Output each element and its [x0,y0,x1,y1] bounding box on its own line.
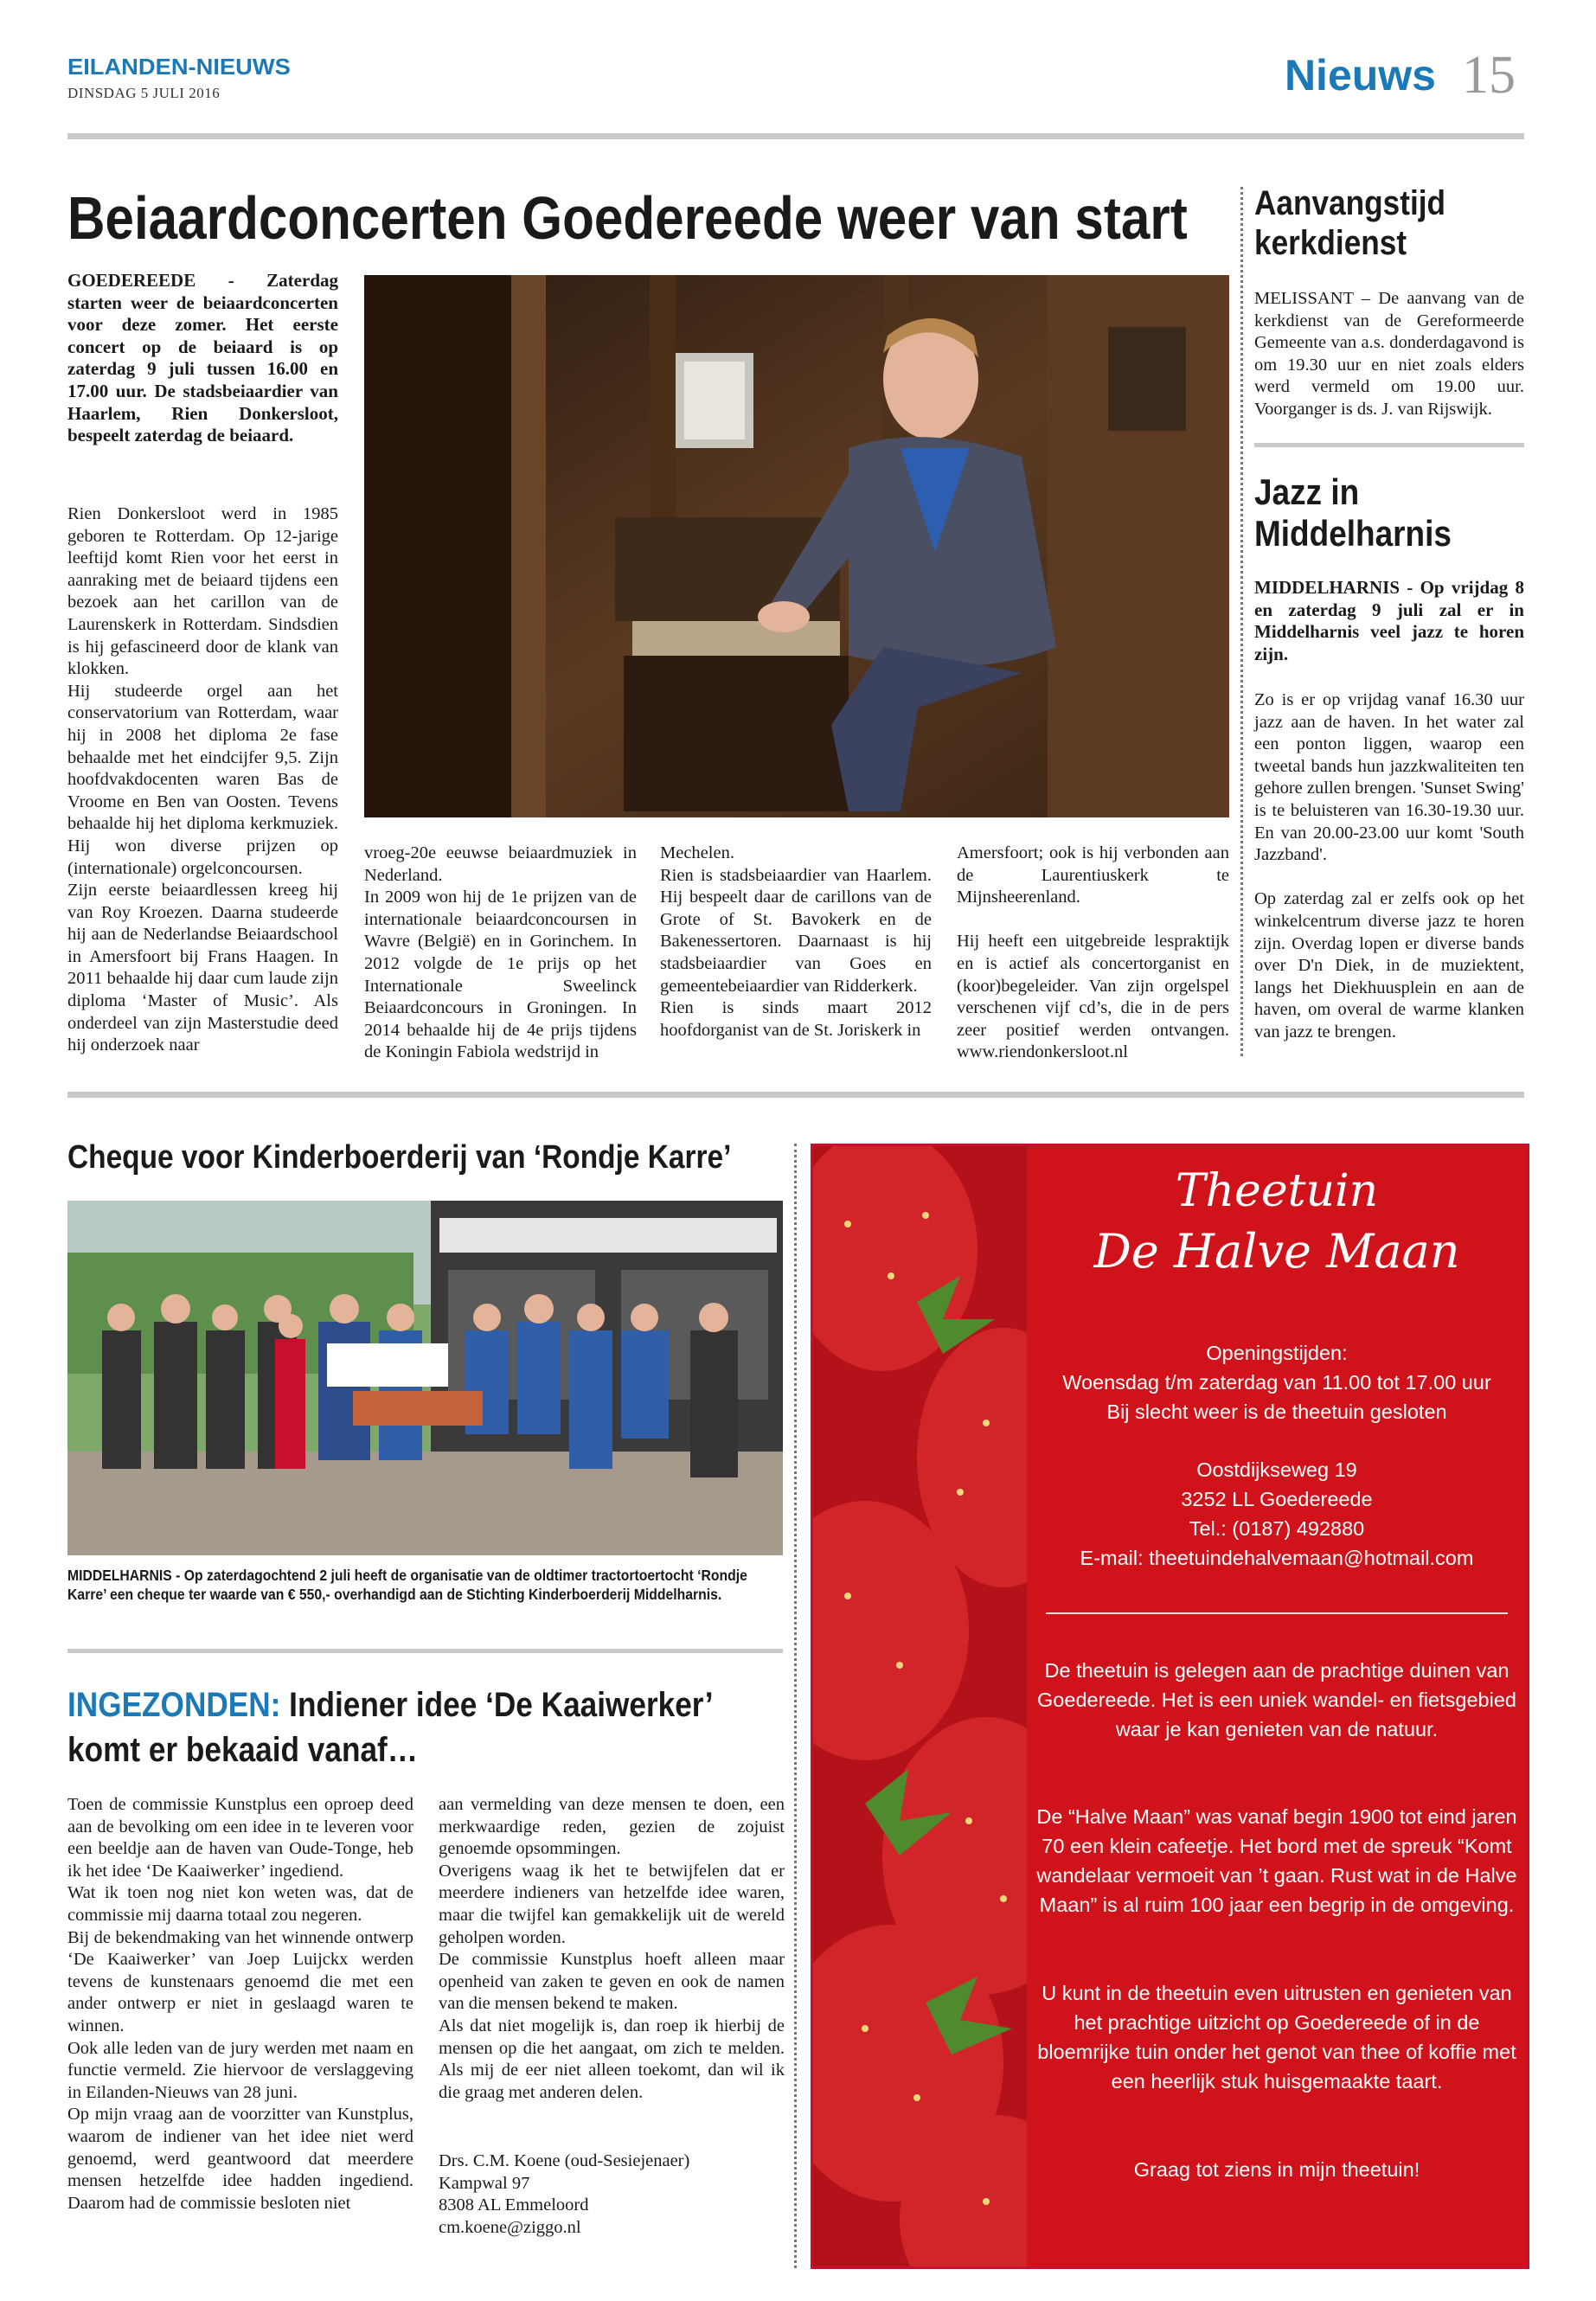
ad-title-line2: De Halve Maan [1093,1224,1460,1279]
article-column-3: Mechelen. Rien is stadsbeiaardier van Haarlem. Hij bespeelt daar de carillons van de Grote of St. Bavokerk en de Bakenessertoren. Daarnaast is hij stadsbeiaardier van Goes en gemeentebeiaardier van Ridderkerk. Rien is sinds maart 2012 hoofdorganist van de St. Joriskerk in [660,843,932,1040]
sidebar-rule [1254,443,1524,447]
sidebar-text-kerkdienst: MELISSANT – De aanvang van de kerkdienst van de Gereformeerde Gemeente van a.s. donderdagavond is om 19.30 uur en niet zoals elders werd vermeld om 19.00 uur. Voorganger is ds. J. van Rijswijk. [1254,289,1524,419]
sidebar-headline-kerkdienst: Aanvangstijd kerkdienst [1254,184,1446,262]
article-column-1: Rien Donkersloot werd in 1985 geboren te Rotterdam. Op 12-jarige leeftijd komt Rien voor het eerst in aanraking met de beiaard tijdens een bezoek aan het carillon van de Laurenskerk in Rotterdam. Sindsdien is hij gefascineerd door de klank van klokken. Hij studeerde orgel aan het conservatorium van Rotterdam, waar hij in 2008 het diploma 2e fase behaalde met het eindcijfer 9,5. Zijn hoofdvakdocenten waren Bas de Vroome en Ben van Oosten. Tevens behaalde hij het diploma kerkmuziek. Hij won diverse prijzen op (internationale) orgelconcoursen. Zijn eerste beiaardlessen kreeg hij van Roy Kroezen. Daarna studeerde hij aan de Nederlandse Beiaardschool in Amersfoort bij Frans Haagen. In 2011 behaalde hij daar cum laude zijn diploma ‘Master of Music’. Als onderdeel van zijn Masterstudie deed hij onderzoek naar [67,504,338,1055]
ad-paragraph-1: De theetuin is gelegen aan de prachtige duinen van Goedereede. Het is een uniek wandel- en fietsgebied waar je kan genieten van de natuur. [1037,1659,1516,1740]
page-number: 15 [1462,46,1516,105]
section-rule [67,1092,1524,1098]
section-title: Nieuws [1284,51,1436,99]
newspaper-logo: EILANDEN-NIEUWS [67,54,291,80]
opinion-kicker: INGEZONDEN: [67,1686,281,1724]
ad-closing: Graag tot ziens in mijn theetuin! [1133,2158,1420,2181]
article-headline: Beiaardconcerten Goedereede weer van start [67,184,1188,252]
sidebar-headline-jazz: Jazz in Middelharnis [1254,471,1452,554]
strawberries-photo [813,1146,1027,2266]
opinion-rule [67,1649,783,1653]
ad-divider-line [1046,1612,1508,1614]
cheque-photo [67,1201,783,1555]
ad-paragraph-3: U kunt in de theetuin even uitrusten en genieten van het prachtige uitzicht op Goedereede of in de bloemrijke tuin onder het genot van thee of koffie met een heerlijk stuk huisgemaakte taart. [1037,1982,1516,2093]
sidebar-lead-jazz: MIDDELHARNIS - Op vrijdag 8 en zaterdag 9 juli zal er in Middelharnis veel jazz te horen zijn. [1254,577,1524,664]
opinion-headline-part: Indiener idee ‘De Kaaiwerker’ [280,1686,714,1724]
ad-divider [794,1144,797,2268]
ad-opening-hours: Openingstijden: Woensdag t/m zaterdag van 11.00 tot 17.00 uur Bij slecht weer is de theetuin gesloten [1062,1342,1491,1423]
opinion-column-2: aan vermelding van deze mensen te doen, een merkwaardige reden, gezien de zojuist genoemde opsommingen. Overigens waag ik het te betwijfelen dat er meerdere indieners van hetzelfde idee waren, maar die twijfel kan gemakkelijk uit de wereld geholpen worden. De commissie Kunstplus hoeft alleen maar openheid van zaken te geven en ook de namen van die mensen bekend te maken. Als dat niet mogelijk is, dan roep ik hierbij de mensen op die het aangaat, om zich te melden. Als mij de eer niet alleen toekomt, dan wil ik die graag met anderen delen. [439,1795,785,2102]
column-divider [1240,187,1243,1056]
cheque-headline: Cheque voor Kinderboerderij van ‘Rondje Karre’ [67,1139,732,1176]
opinion-headline [67,1685,798,1725]
ad-address: Oostdijkseweg 19 3252 LL Goedereede Tel.: (0187) 492880 E-mail: theetuindehalvemaan@hotmail.com [1080,1458,1474,1569]
ad-paragraph-2: De “Halve Maan” was vanaf begin 1900 tot eind jaren 70 een klein cafeetje. Het bord met de spreuk “Komt wandelaar vermoeit van ’t gaan. Rust wat in de Halve Maan” is al ruim 100 jaar een begrip in de omgeving. [1036,1805,1517,1916]
theetuin-advertisement [811,1144,1529,2269]
ad-text-panel [1027,1146,1527,2266]
carillonneur-photo [364,275,1229,817]
article-lead: GOEDEREEDE - Zaterdag starten weer de beiaardconcerten voor deze zomer. Het eerste concert op de beiaard is op zaterdag 9 juli tussen 16.00 en 17.00 uur. De stadsbeiaardier van Haarlem, Rien Donkersloot, bespeelt zaterdag de beiaard. [67,270,338,446]
opinion-signature: Drs. C.M. Koene (oud-Sesiejenaer) Kampwal 97 8308 AL Emmeloord cm.koene@ziggo.nl [439,2151,690,2237]
issue-date: DINSDAG 5 JULI 2016 [67,85,221,101]
opinion-headline-line2: komt er bekaaid vanaf… [67,1731,418,1769]
ad-title-line1: Theetuin [1175,1165,1379,1217]
article-column-2: vroeg-20e eeuwse beiaardmuziek in Nederland. In 2009 won hij de 1e prijzen van de internationale beiaardconcoursen in Wavre (België) en in Gorinchem. In 2012 volgde de 1e prijs op het Internationale Sweelinck Beiaardconcours in Groningen. In 2014 behaalde hij de 4e prijs tijdens de Koningin Fabiola wedstrijd in [364,843,637,1062]
opinion-column-1: Toen de commissie Kunstplus een oproep deed aan de bevolking om een idee in te leveren voor een beeldje aan de haven van Oude-Tonge, heb ik het idee ‘De Kaaiwerker’ ingediend. Wat ik toen nog niet kon weten was, dat de commissie mij daarna totaal zou negeren. Bij de bekendmaking van het winnende ontwerp ‘De Kaaiwerker’ van Joep Luijckx werden tevens de kunstenaars genoemd die met een ander ontwerp er niet in geslaagd waren te winnen. Ook alle leden van de jury werden met naam en functie vermeld. Zie hiervoor de verslaggeving in Eilanden-Nieuws van 28 juni. Op mijn vraag aan de voorzitter van Kunstplus, waarom de indiener van het idee niet werd genoemd, werd geantwoord dat meerdere mensen hetzelfde idee hadden ingediend. Daarom had de commissie besloten niet [67,1795,413,2213]
sidebar-text-jazz: Zo is er op vrijdag vanaf 16.30 uur jazz aan de haven. In het water zal een ponton liggen, waarop een tweetal bands hun jazzkwaliteiten ten gehore zullen brengen. 'Sunset Swing' is te beluisteren van 16.30-19.30 uur. En van 20.00-23.00 uur komt 'South Jazzband'. Op zaterdag zal er zelfs ook op het winkelcentrum diverse jazz te horen zijn. Overdag lopen er diverse bands over D'n Diek, in de muziektent, langs het Diekhuusplein en aan de haven, om overal de warme klanken van jazz te brengen. [1254,690,1524,1042]
cheque-photo-caption: MIDDELHARNIS - Op zaterdagochtend 2 juli heeft de organisatie van de oldtimer tractortoertocht ‘Rondje Karre’ een cheque ter waarde van € 550,- overhandigd aan de Stichting Kinderboerderij Middelharnis. [67,1567,747,1603]
article-column-4: Amersfoort; ook is hij verbonden aan de Laurentiuskerk te Mijnsheerenland. Hij heeft een uitgebreide lespraktijk en is actief als concertorganist en (koor)begeleider. Van zijn orgelspel verschenen vijf cd’s, die in de pers zeer positief werden ontvangen. www.riendonkersloot.nl [957,843,1229,1062]
header-rule [67,133,1524,139]
